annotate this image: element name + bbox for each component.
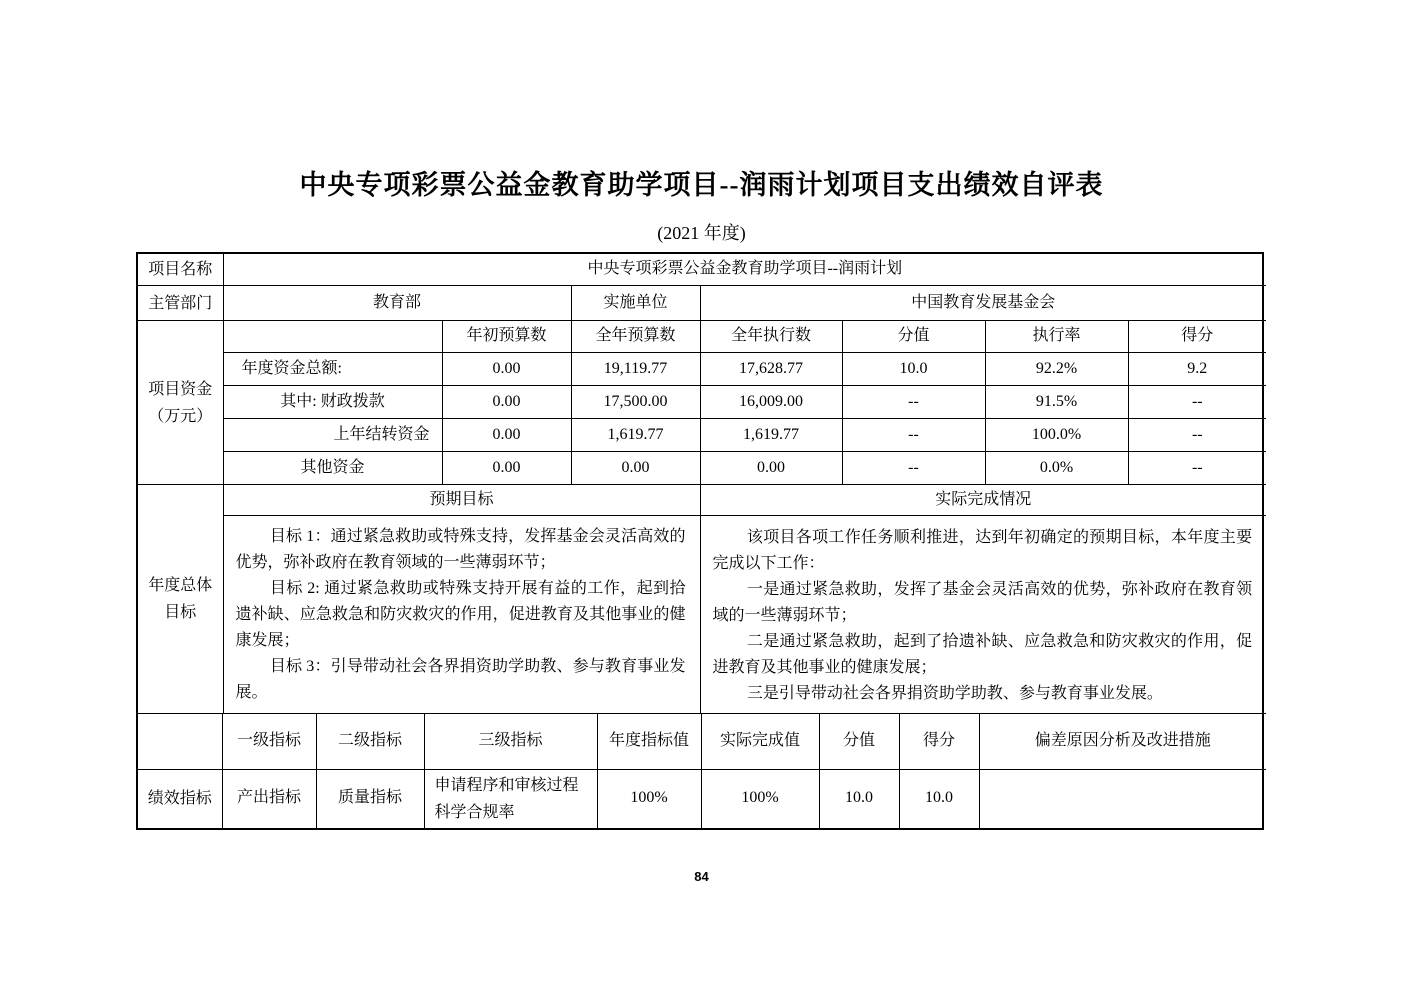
indicator-target: 100% <box>597 769 701 828</box>
funding-row-carryover <box>138 419 1266 452</box>
funding-rate: 100.0% <box>985 419 1128 452</box>
indicators-header-target: 年度指标值 <box>597 714 701 769</box>
actual-completion-paragraph: 该项目各项工作任务顺利推进，达到年初确定的预期目标，本年度主要完成以下工作： <box>712 529 1253 573</box>
funding-header-score: 得分 <box>1128 321 1266 353</box>
goals-section-label: 年度总体目标 <box>138 485 223 714</box>
indicators-header-deviation: 偏差原因分析及改进措施 <box>979 714 1266 769</box>
funding-budget: 19,119.77 <box>571 353 700 386</box>
indicators-header-actual: 实际完成值 <box>701 714 819 769</box>
indicator-row <box>138 769 1266 828</box>
dept-label: 主管部门 <box>138 286 223 321</box>
actual-completion-paragraph: 一是通过紧急救助，发挥了基金会灵活高效的优势，弥补政府在教育领域的一些薄弱环节； <box>712 581 1253 625</box>
funding-budget: 0.00 <box>571 452 700 485</box>
indicator-level2: 质量指标 <box>316 769 424 828</box>
indicator-level3: 申请程序和审核过程科学合规率 <box>424 769 597 828</box>
funding-score-value: 10.0 <box>842 353 985 386</box>
goals-header-row <box>138 485 1266 516</box>
indicators-table <box>138 714 1266 828</box>
actual-completion-text <box>700 516 1266 714</box>
dept-value: 教育部 <box>223 286 571 321</box>
project-name-value: 中央专项彩票公益金教育助学项目--润雨计划 <box>223 254 1266 286</box>
funding-rate: 91.5% <box>985 386 1128 419</box>
goals-body-row <box>138 516 1266 714</box>
page-subtitle: (2021 年度) <box>657 223 746 243</box>
department-row <box>138 286 1266 321</box>
impl-value: 中国教育发展基金会 <box>700 286 1266 321</box>
funding-initial: 0.00 <box>442 353 571 386</box>
funding-header-score-value: 分值 <box>842 321 985 353</box>
funding-budget: 1,619.77 <box>571 419 700 452</box>
funding-budget: 17,500.00 <box>571 386 700 419</box>
impl-label: 实施单位 <box>571 286 700 321</box>
funding-rate: 0.0% <box>985 452 1128 485</box>
funding-rate: 92.2% <box>985 353 1128 386</box>
indicators-header-score: 得分 <box>899 714 979 769</box>
indicators-header-score-value: 分值 <box>819 714 899 769</box>
funding-row-other <box>138 452 1266 485</box>
funding-score-value: -- <box>842 386 985 419</box>
funding-row-fiscal <box>138 386 1266 419</box>
expected-goal-paragraph: 目标 2: 通过紧急救助或特殊支持开展有益的工作，起到拾遗补缺、应急救急和防灾救灾的作用，促进教育及其他事业的健康发展； <box>235 579 686 649</box>
funding-row-label: 其中: 财政拨款 <box>223 386 442 419</box>
indicators-section-label: 绩效指标 <box>138 769 222 828</box>
actual-completion-paragraph: 二是通过紧急救助，起到了拾遗补缺、应急救急和防灾救灾的作用，促进教育及其他事业的健康发展； <box>712 633 1253 677</box>
funding-score: 9.2 <box>1128 353 1266 386</box>
funding-score: -- <box>1128 419 1266 452</box>
funding-section-label: 项目资金（万元） <box>138 321 223 485</box>
indicator-level1: 产出指标 <box>222 769 316 828</box>
expected-goal-paragraph: 目标 1：通过紧急救助或特殊支持，发挥基金会灵活高效的优势，弥补政府在教育领域的一些薄弱环节； <box>235 527 686 571</box>
indicator-score: 10.0 <box>899 769 979 828</box>
page-title: 中央专项彩票公益金教育助学项目--润雨计划项目支出绩效自评表 <box>299 170 1104 200</box>
project-name-label: 项目名称 <box>138 254 223 286</box>
actual-completion-header: 实际完成情况 <box>700 485 1266 516</box>
funding-initial: 0.00 <box>442 419 571 452</box>
funding-score: -- <box>1128 452 1266 485</box>
funding-row-label: 年度资金总额: <box>223 353 442 386</box>
page-number: 84 <box>694 869 709 884</box>
funding-header-initial: 年初预算数 <box>442 321 571 353</box>
funding-row-label: 上年结转资金 <box>223 419 442 452</box>
funding-executed: 1,619.77 <box>700 419 842 452</box>
funding-executed: 17,628.77 <box>700 353 842 386</box>
indicator-score-value: 10.0 <box>819 769 899 828</box>
funding-header-row <box>138 321 1266 353</box>
project-name-row <box>138 254 1266 286</box>
funding-executed: 0.00 <box>700 452 842 485</box>
indicators-corner-cell <box>138 714 222 769</box>
funding-empty-header-cell <box>223 321 442 353</box>
funding-score-value: -- <box>842 419 985 452</box>
funding-header-budget: 全年预算数 <box>571 321 700 353</box>
funding-score-value: -- <box>842 452 985 485</box>
indicators-header-level2: 二级指标 <box>316 714 424 769</box>
project-info-funding-goals-table <box>138 254 1266 714</box>
evaluation-table <box>136 252 1264 830</box>
funding-initial: 0.00 <box>442 386 571 419</box>
expected-goals-header: 预期目标 <box>223 485 700 516</box>
expected-goal-paragraph: 目标 3：引导带动社会各界捐资助学助教、参与教育事业发展。 <box>235 657 686 701</box>
indicator-actual: 100% <box>701 769 819 828</box>
funding-row-label: 其他资金 <box>223 452 442 485</box>
expected-goals-text <box>223 516 700 714</box>
actual-completion-paragraph: 三是引导带动社会各界捐资助学助教、参与教育事业发展。 <box>746 685 1163 703</box>
indicators-header-level3: 三级指标 <box>424 714 597 769</box>
indicators-header-row <box>138 714 1266 769</box>
indicators-header-level1: 一级指标 <box>222 714 316 769</box>
funding-row-total <box>138 353 1266 386</box>
funding-header-rate: 执行率 <box>985 321 1128 353</box>
funding-executed: 16,009.00 <box>700 386 842 419</box>
funding-score: -- <box>1128 386 1266 419</box>
funding-initial: 0.00 <box>442 452 571 485</box>
funding-header-executed: 全年执行数 <box>700 321 842 353</box>
indicator-deviation <box>979 769 1266 828</box>
